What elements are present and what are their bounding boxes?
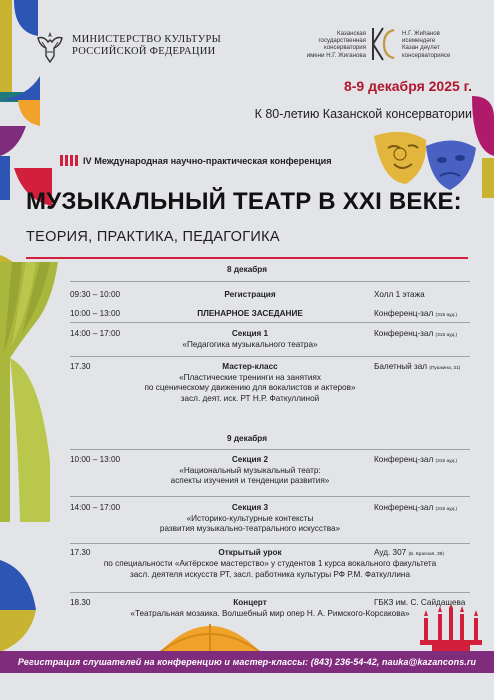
registration-footer: [0, 651, 494, 673]
day1-e3-time: 14:00 – 17:00: [70, 329, 121, 338]
cons-tt-line3: Казан дәүләт: [402, 44, 440, 52]
day1-e3-venue: [374, 329, 457, 338]
cons-tt-line1: Н.Г. Жиһанов: [402, 30, 440, 37]
day2-e3-title: Открытый урок: [218, 548, 282, 557]
cons-ru-line1: Казанская: [337, 30, 366, 37]
divider: [70, 356, 470, 357]
day2-e4-venue: ГБКЗ им. С. Сайдашева: [374, 598, 466, 607]
conference-label: IV Международная научно-практическая конференция: [83, 155, 332, 166]
day2-e4-title: Концерт: [233, 598, 267, 607]
day1-e4-line2: по сценическому движению для вокалистов и актеров»: [144, 383, 356, 392]
day1-e4-title: Мастер-класс: [222, 362, 278, 371]
day1-e2-title: ПЛЕНАРНОЕ ЗАСЕДАНИЕ: [197, 309, 303, 318]
venue-note: (315 ауд.): [435, 333, 458, 338]
cons-tt-line4: консерваториясе: [402, 51, 451, 59]
divider: [70, 543, 470, 544]
day1-e1-content: [130, 290, 370, 301]
conservatory-name-ru: [300, 30, 366, 59]
venue-name: Конференц-зал: [374, 503, 434, 512]
day1-e3-line1: «Педагогика музыкального театра»: [182, 339, 318, 349]
day1-e1-title: Регистрация: [224, 290, 276, 299]
conference-title: МУЗЫКАЛЬНЫЙ ТЕАТР В XXI ВЕКЕ:: [26, 188, 462, 215]
anniversary-line: К 80-летию Казанской консерватории: [254, 107, 472, 121]
day2-e3-details: [70, 559, 470, 580]
title-divider: [26, 257, 468, 259]
day2-e4-line1: «Театральная мозаика. Волшебный мир опер Н. А. Римского-Корсакова»: [130, 609, 410, 618]
day2-e2-time: 14:00 – 17:00: [70, 503, 121, 512]
divider: [70, 281, 470, 282]
venue-name: Балетный зал: [374, 362, 428, 371]
venue-note: (315 ауд.): [435, 313, 458, 318]
day1-e4-line3: засл. деят. иск. РТ Н.Р. Фаткуллиной: [180, 393, 320, 403]
cons-ru-line2: государственная: [318, 37, 366, 45]
day1-e4-line1: «Пластические тренинги на занятиях: [179, 372, 321, 382]
day2-e2-title: Секция 3: [231, 503, 269, 512]
day1-e4-content: [130, 362, 370, 404]
day2-e3-head-wrap: [130, 548, 370, 559]
day2-e1-venue: [374, 455, 457, 464]
ministry-logo: [34, 28, 221, 64]
conference-label-row: [60, 155, 332, 166]
divider: [70, 322, 470, 323]
day1-e2-time: 10:00 – 13:00: [70, 309, 121, 318]
venue-note: (Пушкина, 31): [429, 366, 461, 371]
day2-e3-line2: засл. деятеля искусств РТ, засл. работника культуры РФ Р.М. Фаткуллина: [130, 569, 410, 579]
day2-e4-details: [70, 609, 470, 620]
day2-e2-line1: «Историко-культурные контексты: [186, 513, 314, 523]
day1-e3-title: Секция 1: [231, 329, 269, 338]
red-bars-decoration: [60, 155, 78, 166]
cons-ru-line3: консерватория: [324, 44, 366, 52]
day2-e2-venue: [374, 503, 457, 512]
venue-note: (315 ауд.): [435, 507, 458, 512]
venue-name: Конференц-зал: [374, 455, 434, 464]
venue-name: Конференц-зал: [374, 329, 434, 338]
day1-e4-time: 17.30: [70, 362, 91, 371]
day2-e4-head-wrap: [130, 598, 370, 609]
day2-e1-time: 10:00 – 13:00: [70, 455, 121, 464]
ministry-line1: МИНИСТЕРСТВО КУЛЬТУРЫ: [72, 34, 222, 45]
day2-e3-line1: по специальности «Актёрское мастерство» у студентов 1 курса вокального факультета: [103, 559, 437, 568]
divider: [70, 449, 470, 450]
venue-name: Ауд. 307: [374, 548, 407, 557]
day2-e1-line1: «Национальный музыкальный театр:: [179, 465, 321, 475]
day2-e4-time: 18.30: [70, 598, 91, 607]
divider: [70, 496, 470, 497]
day2-date: 9 декабря: [227, 434, 267, 443]
day1-e3-content: [130, 329, 370, 350]
day1-e1-time: 09:30 – 10:00: [70, 290, 121, 299]
day2-e1-title: Секция 2: [231, 455, 269, 464]
eagle-emblem-icon: [34, 28, 66, 64]
ministry-line2: РОССИЙСКОЙ ФЕДЕРАЦИИ: [72, 46, 216, 57]
venue-name: Конференц-зал: [374, 309, 434, 318]
cons-tt-line2: исемендәге: [402, 37, 436, 45]
day1-e4-venue: [374, 362, 460, 371]
day2-e3-venue: [374, 548, 444, 557]
cons-ru-line4: имени Н.Г. Жиганова: [306, 51, 366, 59]
day2-e2-line2: развития музыкально-театрального искусства»: [159, 524, 341, 533]
day2-e3-time: 17.30: [70, 548, 91, 557]
registration-text: Регистрация слушателей на конференцию и мастер-классы: (843) 236-54-42, nauka@kazancons.ru: [17, 657, 477, 667]
event-dates: 8-9 декабря 2025 г.: [343, 78, 472, 94]
day2-e1-line2: аспекты изучения и тенденции развития»: [170, 476, 330, 485]
day1-e2-content: [130, 309, 370, 320]
bottom-left-decoration: [0, 560, 40, 652]
day1-e1-venue: Холл 1 этажа: [374, 290, 425, 299]
venue-note: (315 ауд.): [435, 459, 458, 464]
day2-e1-content: [130, 455, 370, 487]
day2-e2-content: [130, 503, 370, 535]
conservatory-logo-icon: [370, 26, 398, 62]
conference-subtitle: ТЕОРИЯ, ПРАКТИКА, ПЕДАГОГИКА: [26, 229, 280, 245]
day1-date: 8 декабря: [227, 265, 267, 274]
divider: [70, 592, 470, 593]
conservatory-name-tt: [402, 30, 482, 59]
curtain-icon: [0, 262, 72, 522]
venue-note: (Б. Красная, 38): [408, 552, 444, 557]
day1-e2-venue: [374, 309, 457, 318]
